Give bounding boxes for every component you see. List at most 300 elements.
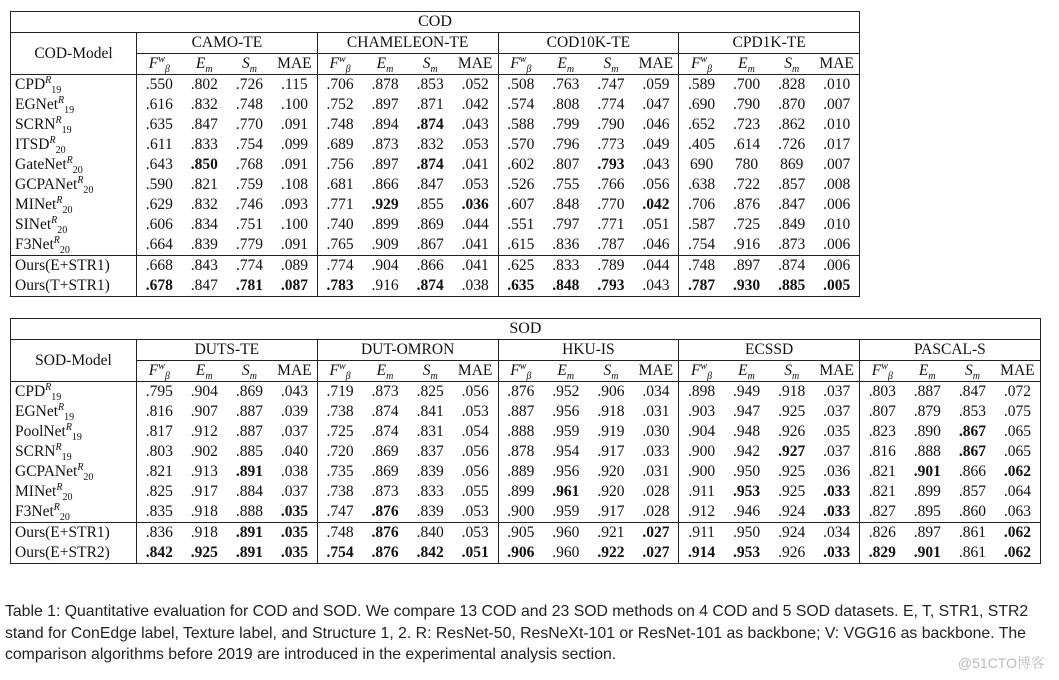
metric-value: .832 (416, 136, 444, 154)
metric-value: .843 (182, 256, 227, 277)
table-row (11, 462, 1041, 482)
metric-value: .638 (679, 175, 724, 195)
metric-value: .042 (642, 196, 670, 214)
metric-value: .797 (552, 216, 580, 234)
metric-value: .919 (597, 423, 625, 441)
metric-value: .793 (597, 156, 625, 174)
metric-value: .871 (416, 96, 444, 114)
metric-value: .821 (860, 462, 905, 482)
table-row (11, 215, 860, 235)
metric-value: .925 (778, 403, 806, 421)
metric-value: .616 (137, 95, 182, 115)
metric-value: .862 (778, 116, 806, 134)
metric-value: .900 (679, 442, 724, 462)
metric-value: .874 (408, 276, 453, 297)
metric-value: .918 (778, 383, 806, 401)
metric-value: .887 (235, 403, 264, 421)
metric-value: .916 (732, 236, 761, 254)
metric-value: .722 (732, 176, 761, 194)
metric-value: .853 (416, 76, 444, 94)
metric-header: $E_m$ (724, 54, 769, 75)
metric-value: .873 (371, 383, 399, 401)
metric-value: .847 (190, 116, 218, 134)
model-name: $ITSD^R_{20}$ (11, 135, 137, 155)
metric-value: .953 (724, 543, 769, 564)
metric-value: .885 (235, 443, 264, 461)
model-name: EGNet$^R_{19}$ (11, 402, 137, 422)
metric-header: $E_m$ (543, 54, 588, 75)
metric-value: .959 (552, 423, 580, 441)
metric-value: .829 (860, 543, 905, 564)
metric-value: .912 (190, 423, 218, 441)
model-name: MINet$^R_{20}$ (11, 195, 137, 215)
metric-value: .795 (137, 382, 182, 403)
metric-value: .827 (860, 502, 905, 523)
metric-value: .036 (823, 463, 851, 481)
metric-value: .889 (498, 462, 543, 482)
metric-value: .839 (190, 236, 218, 254)
metric-header: MAE (634, 54, 679, 75)
metric-value: .925 (778, 463, 806, 481)
metric-value: .849 (778, 216, 806, 234)
metric-value: .840 (408, 523, 453, 544)
metric-value: .904 (679, 422, 724, 442)
metric-value: .839 (416, 503, 444, 521)
metric-value: .725 (732, 216, 761, 234)
metric-value: .768 (235, 156, 264, 174)
metric-value: .821 (137, 462, 182, 482)
metric-value: .901 (905, 543, 950, 564)
metric-value: .878 (498, 442, 543, 462)
metric-value: .926 (778, 423, 806, 441)
metric-value: .062 (995, 462, 1040, 482)
metric-value: .041 (461, 156, 489, 174)
metric-value: .870 (778, 96, 806, 114)
metric-value: .887 (498, 402, 543, 422)
metric-value: .053 (453, 523, 498, 544)
metric-value: .950 (724, 523, 769, 544)
metric-value: .746 (235, 196, 264, 214)
metric-value: .789 (588, 256, 633, 277)
metric-value: .808 (552, 96, 580, 114)
metric-header: $E_m$ (182, 361, 227, 382)
metric-value: .635 (498, 276, 543, 297)
metric-value: .946 (732, 503, 761, 521)
metric-header: MAE (453, 361, 498, 382)
model-name: SINet$^R_{20}$ (11, 215, 137, 235)
sod-dataset-header: HKU-IS (498, 340, 679, 361)
metric-header: MAE (814, 361, 859, 382)
metric-value: .953 (732, 483, 761, 501)
metric-header: $F^w_\beta$ (860, 361, 905, 382)
metric-value: .607 (498, 195, 543, 215)
metric-value: .587 (679, 215, 724, 235)
metric-value: .807 (860, 402, 905, 422)
metric-value: .920 (597, 463, 625, 481)
metric-value: .047 (642, 96, 670, 114)
metric-value: .027 (634, 523, 679, 544)
metric-value: .895 (913, 503, 941, 521)
metric-value: .904 (190, 383, 218, 401)
metric-value: .890 (913, 423, 941, 441)
metric-value: .690 (679, 95, 724, 115)
metric-header: MAE (272, 361, 317, 382)
metric-header: $S_m$ (408, 361, 453, 382)
sod-dataset-header: DUTS-TE (137, 340, 318, 361)
metric-value: .850 (190, 156, 218, 174)
metric-value: .550 (137, 75, 182, 96)
metric-value: .052 (461, 76, 489, 94)
metric-value: .837 (416, 443, 444, 461)
model-name: EGNet$^R_{19}$ (11, 95, 137, 115)
metric-value: .044 (634, 256, 679, 277)
metric-value: .033 (814, 543, 859, 564)
metric-value: .773 (597, 136, 625, 154)
cod-dataset-header: COD10K-TE (498, 33, 679, 54)
metric-value: .033 (642, 443, 670, 461)
model-name: F3Net$^R_{20}$ (11, 235, 137, 256)
model-name: F3Net$^R_{20}$ (11, 502, 137, 523)
metric-header: $F^w_\beta$ (679, 54, 724, 75)
metric-value: .779 (235, 236, 264, 254)
metric-value: .602 (498, 155, 543, 175)
cod-dataset-header: CHAMELEON-TE (317, 33, 498, 54)
metric-value: .867 (958, 423, 987, 441)
metric-value: .942 (732, 443, 761, 461)
metric-value: .927 (778, 443, 806, 461)
metric-value: .874 (371, 423, 399, 441)
metric-value: .956 (552, 463, 580, 481)
metric-value: .719 (317, 382, 362, 403)
metric-value: .781 (227, 276, 272, 297)
metric-value: .897 (724, 256, 769, 277)
metric-value: .031 (642, 403, 670, 421)
metric-value: .803 (137, 442, 182, 462)
metric-header: MAE (634, 361, 679, 382)
table-row (11, 523, 1041, 544)
metric-value: .831 (416, 423, 444, 441)
metric-value: .100 (280, 96, 308, 114)
cod-results-table (10, 11, 860, 297)
metric-value: .807 (552, 156, 580, 174)
metric-value: .738 (317, 482, 362, 502)
metric-value: .878 (371, 76, 399, 94)
table-row (11, 155, 860, 175)
metric-value: .853 (958, 403, 987, 421)
metric-header: MAE (995, 361, 1040, 382)
metric-value: .720 (317, 442, 362, 462)
metric-value: .816 (860, 442, 905, 462)
metric-value: .793 (588, 276, 633, 297)
metric-value: .869 (235, 383, 264, 401)
metric-value: .038 (453, 276, 498, 297)
metric-value: .950 (732, 463, 761, 481)
metric-value: .053 (461, 503, 489, 521)
metric-value: .847 (778, 196, 806, 214)
metric-header: $F^w_\beta$ (137, 54, 182, 75)
metric-value: .885 (769, 276, 814, 297)
metric-value: .857 (958, 483, 987, 501)
metric-header: $E_m$ (362, 54, 407, 75)
metric-value: .867 (958, 443, 987, 461)
metric-header: $F^w_\beta$ (498, 361, 543, 382)
metric-value: .866 (408, 256, 453, 277)
metric-value: .879 (913, 403, 941, 421)
metric-value: .046 (642, 116, 670, 134)
metric-value: .043 (280, 383, 308, 401)
metric-value: .874 (416, 156, 444, 174)
metric-value: .900 (679, 462, 724, 482)
metric-value: .668 (137, 256, 182, 277)
metric-header: $F^w_\beta$ (679, 361, 724, 382)
metric-value: .065 (995, 422, 1040, 442)
metric-value: .924 (769, 523, 814, 544)
metric-value: .833 (416, 483, 444, 501)
metric-value: .888 (913, 443, 941, 461)
metric-value: .921 (588, 523, 633, 544)
metric-value: .891 (227, 523, 272, 544)
metric-value: .043 (461, 116, 489, 134)
metric-value: .904 (362, 256, 407, 277)
metric-value: .876 (362, 523, 407, 544)
metric-value: .905 (498, 523, 543, 544)
metric-value: .093 (280, 196, 308, 214)
metric-value: .832 (190, 96, 218, 114)
metric-value: .075 (995, 402, 1040, 422)
metric-value: .918 (190, 503, 218, 521)
metric-value: .948 (732, 423, 761, 441)
metric-value: .765 (317, 235, 362, 256)
metric-value: .034 (642, 383, 670, 401)
table-row (11, 115, 860, 135)
table-row (11, 482, 1041, 502)
table-row (11, 402, 1041, 422)
cod-title: COD (11, 12, 860, 33)
model-name: MINet$^R_{20}$ (11, 482, 137, 502)
metric-value: .787 (679, 276, 724, 297)
sod-model-header: SOD-Model (11, 340, 137, 382)
metric-value: .735 (317, 462, 362, 482)
metric-value: .044 (461, 216, 489, 234)
metric-value: .835 (137, 502, 182, 523)
metric-value: .033 (823, 483, 851, 501)
metric-value: .759 (235, 176, 264, 194)
metric-value: .056 (642, 176, 670, 194)
metric-value: .956 (552, 403, 580, 421)
metric-value: .755 (552, 176, 580, 194)
metric-value: .961 (552, 483, 580, 501)
model-name: $SCRN^R_{19}$ (11, 442, 137, 462)
metric-value: .754 (235, 136, 264, 154)
metric-value: .574 (498, 95, 543, 115)
metric-value: .034 (814, 523, 859, 544)
metric-value: .906 (597, 383, 625, 401)
metric-value: .803 (860, 382, 905, 403)
table-caption: Table 1: Quantitative evaluation for COD and SOD. We compare 13 COD and 23 SOD methods on 4 COD and 5 SOD datasets. E, T, STR1, STR2 stand for ConEdge label, Texture label, and Structure 1, 2. R: ResNet-50, ResNeXt-101 or ResNet-101 as backbone; V: VGG16 as backbone. The comparison algorithms before 2019 are introduced in the experimental analysis section. (5, 603, 1029, 663)
metric-value: .763 (552, 76, 580, 94)
metric-value: .010 (814, 115, 859, 135)
metric-value: .911 (679, 482, 724, 502)
metric-value: .031 (642, 463, 670, 481)
metric-value: .836 (552, 236, 580, 254)
metric-value: .876 (371, 503, 399, 521)
metric-value: .907 (190, 403, 218, 421)
metric-value: .774 (317, 256, 362, 277)
metric-value: .816 (137, 402, 182, 422)
metric-value: .898 (679, 382, 724, 403)
metric-value: .874 (371, 403, 399, 421)
metric-value: .064 (995, 482, 1040, 502)
metric-value: .629 (137, 195, 182, 215)
metric-value: .706 (679, 195, 724, 215)
metric-value: .959 (552, 503, 580, 521)
metric-value: .947 (732, 403, 761, 421)
metric-value: .897 (371, 96, 399, 114)
model-name: Ours(E+STR2) (11, 543, 137, 564)
watermark: @51CTO博客 (957, 655, 1045, 671)
metric-value: .526 (498, 175, 543, 195)
metric-header: $E_m$ (905, 361, 950, 382)
metric-value: .855 (416, 196, 444, 214)
model-name: Ours(E+STR1) (11, 256, 137, 277)
metric-header: $S_m$ (769, 361, 814, 382)
metric-value: .952 (552, 383, 580, 401)
metric-value: .752 (317, 95, 362, 115)
metric-value: .954 (552, 443, 580, 461)
metric-value: .857 (778, 176, 806, 194)
metric-value: .007 (814, 155, 859, 175)
metric-value: .802 (190, 76, 218, 94)
metric-value: .917 (597, 503, 625, 521)
metric-value: .866 (958, 463, 987, 481)
metric-value: .748 (317, 115, 362, 135)
sod-dataset-header: DUT-OMRON (317, 340, 498, 361)
metric-header: MAE (814, 54, 859, 75)
metric-value: .099 (280, 136, 308, 154)
metric-value: .876 (362, 543, 407, 564)
table-row (11, 502, 1041, 523)
metric-value: .040 (280, 443, 308, 461)
metric-value: .611 (137, 135, 182, 155)
metric-header: MAE (453, 54, 498, 75)
table-row (11, 276, 860, 297)
metric-value: .028 (642, 483, 670, 501)
metric-value: 690 (679, 155, 724, 175)
metric-value: .787 (597, 236, 625, 254)
metric-value: .635 (137, 115, 182, 135)
metric-value: .897 (371, 156, 399, 174)
metric-value: .038 (280, 463, 308, 481)
metric-value: .920 (597, 483, 625, 501)
metric-header: $F^w_\beta$ (317, 361, 362, 382)
table-row (11, 543, 1041, 564)
metric-value: .867 (416, 236, 444, 254)
metric-value: .614 (732, 136, 761, 154)
metric-value: .901 (913, 463, 941, 481)
metric-value: .748 (679, 256, 724, 277)
metric-value: .897 (905, 523, 950, 544)
metric-value: .089 (272, 256, 317, 277)
metric-header: $E_m$ (362, 361, 407, 382)
metric-value: .823 (860, 422, 905, 442)
metric-value: .754 (317, 543, 362, 564)
metric-header: $S_m$ (227, 361, 272, 382)
table-row (11, 256, 860, 277)
metric-value: .006 (814, 235, 859, 256)
metric-value: .847 (416, 176, 444, 194)
metric-value: .590 (137, 175, 182, 195)
metric-value: .873 (371, 483, 399, 501)
metric-value: .010 (814, 75, 859, 96)
metric-value: .911 (679, 523, 724, 544)
metric-value: .924 (778, 503, 806, 521)
metric-value: .056 (461, 463, 489, 481)
table-row (11, 422, 1041, 442)
metric-value: .873 (371, 136, 399, 154)
metric-value: .861 (950, 543, 995, 564)
metric-value: .914 (679, 543, 724, 564)
metric-value: .681 (317, 175, 362, 195)
metric-value: .042 (461, 96, 489, 114)
metric-value: .738 (317, 402, 362, 422)
metric-value: .796 (552, 136, 580, 154)
table-row (11, 442, 1041, 462)
metric-value: .847 (182, 276, 227, 297)
metric-value: .799 (552, 116, 580, 134)
metric-value: .906 (498, 543, 543, 564)
metric-value: .037 (823, 443, 851, 461)
metric-value: .825 (137, 482, 182, 502)
metric-value: .903 (679, 402, 724, 422)
metric-value: .884 (235, 483, 264, 501)
model-name: Ours(T+STR1) (11, 276, 137, 297)
metric-value: .091 (280, 116, 308, 134)
metric-value: .902 (190, 443, 218, 461)
metric-value: .006 (814, 256, 859, 277)
metric-value: .747 (317, 502, 362, 523)
metric-value: .925 (778, 483, 806, 501)
metric-value: .833 (543, 256, 588, 277)
metric-header: $E_m$ (543, 361, 588, 382)
metric-value: .726 (235, 76, 264, 94)
metric-value: .861 (950, 523, 995, 544)
metric-value: .678 (137, 276, 182, 297)
metric-value: .770 (597, 196, 625, 214)
metric-value: .918 (597, 403, 625, 421)
metric-value: .405 (679, 135, 724, 155)
sod-title: SOD (11, 319, 1041, 340)
metric-value: .876 (732, 196, 761, 214)
metric-value: .706 (317, 75, 362, 96)
metric-value: .726 (778, 136, 806, 154)
metric-header: $S_m$ (588, 361, 633, 382)
metric-value: .754 (679, 235, 724, 256)
metric-value: .899 (371, 216, 399, 234)
metric-value: .899 (913, 483, 941, 501)
metric-value: .643 (137, 155, 182, 175)
metric-value: .842 (408, 543, 453, 564)
metric-value: .930 (724, 276, 769, 297)
cod-dataset-header: CPD1K-TE (679, 33, 860, 54)
metric-value: .043 (642, 156, 670, 174)
metric-value: .917 (190, 483, 218, 501)
metric-value: .087 (272, 276, 317, 297)
metric-value: .821 (860, 482, 905, 502)
metric-value: .033 (823, 503, 851, 521)
model-name: GCPANet$^R_{20}$ (11, 175, 137, 195)
metric-value: .588 (498, 115, 543, 135)
metric-value: .740 (317, 215, 362, 235)
